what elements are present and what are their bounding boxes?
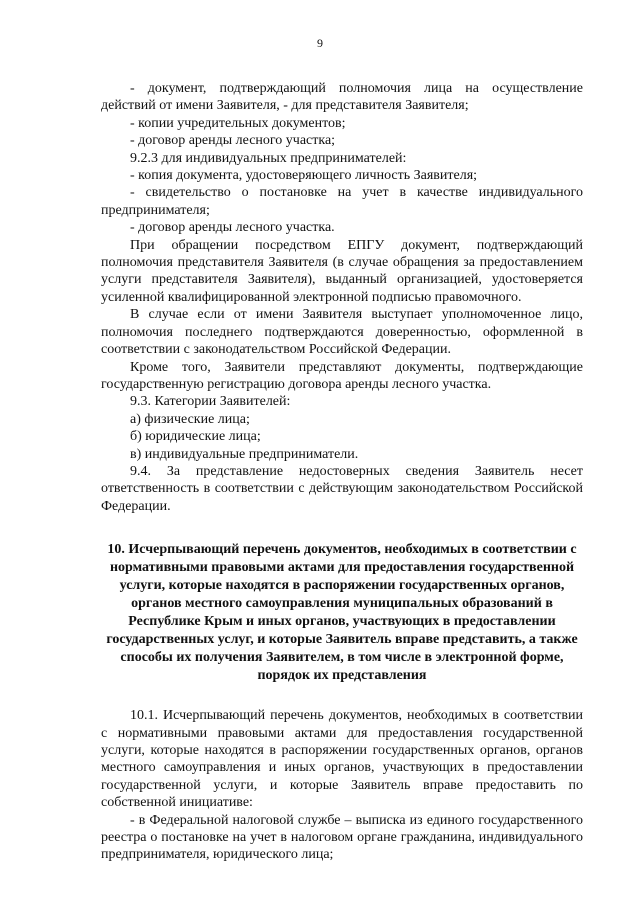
paragraph: а) физические лица;: [130, 411, 250, 427]
paragraph: Кроме того, Заявители представляют документы, подтверждающие государственную регистрацию договора аренды лесного участка.: [101, 359, 583, 392]
paragraph: В случае если от имени Заявителя выступает уполномоченное лицо, полномочия последнего подтверждаются доверенностью, оформленной в соответствии с законодательством Российской Федерации.: [101, 307, 583, 358]
section-heading: 10. Исчерпывающий перечень документов, необходимых в соответствии с нормативными правовыми актами для предоставления государственной услуги, которые находятся в распоряжении государственных органов, органов местного самоуправления муниципальных образований в Республике Крым и иных органов, участвующих в предоставлении государственных услуг, и которые Заявитель вправе представить, а также способы их получения Заявителем, в том числе в электронной форме, порядок их представления: [106, 542, 578, 684]
document-body: [101, 80, 583, 864]
page-number: 9: [317, 36, 323, 50]
paragraph: 9.3. Категории Заявителей:: [130, 394, 291, 410]
paragraph: - договор аренды лесного участка.: [130, 220, 335, 236]
paragraph: 10.1. Исчерпывающий перечень документов, необходимых в соответствии с нормативными правовыми актами для предоставления государственной услуги, которые находятся в распоряжении государственных органов, органов местного самоуправления и иных органов, участвующих в предоставлении государственной услуги, и которые Заявитель вправе предоставить по собственной инициативе:: [101, 708, 583, 811]
paragraph: 9.2.3 для индивидуальных предпринимателей:: [130, 150, 407, 166]
paragraph: - копии учредительных документов;: [130, 115, 346, 131]
paragraph: - в Федеральной налоговой службе – выписка из единого государственного реестра о постановке на учет в налоговом органе гражданина, индивидуального предпринимателя, юридического лица;: [101, 812, 583, 863]
paragraph: При обращении посредством ЕПГУ документ, подтверждающий полномочия представителя Заявителя (в случае обращения за предоставлением услуги представителя Заявителя), выданный организацией, удостоверяется усиленной квалифицированной электронной подписью правомочного.: [101, 237, 583, 305]
paragraph: б) юридические лица;: [130, 429, 261, 445]
paragraph: - документ, подтверждающий полномочия лица на осуществление действий от имени Заявителя, - для представителя Заявителя;: [101, 81, 583, 114]
paragraph: 9.4. За представление недостоверных сведения Заявитель несет ответственность в соответствии с действующим законодательством Российской Федерации.: [101, 463, 583, 514]
paragraph: - свидетельство о постановке на учет в качестве индивидуального предпринимателя;: [101, 185, 583, 218]
paragraph: - копия документа, удостоверяющего личность Заявителя;: [130, 168, 478, 184]
paragraph: - договор аренды лесного участка;: [130, 133, 336, 149]
paragraph: в) индивидуальные предприниматели.: [130, 446, 359, 462]
